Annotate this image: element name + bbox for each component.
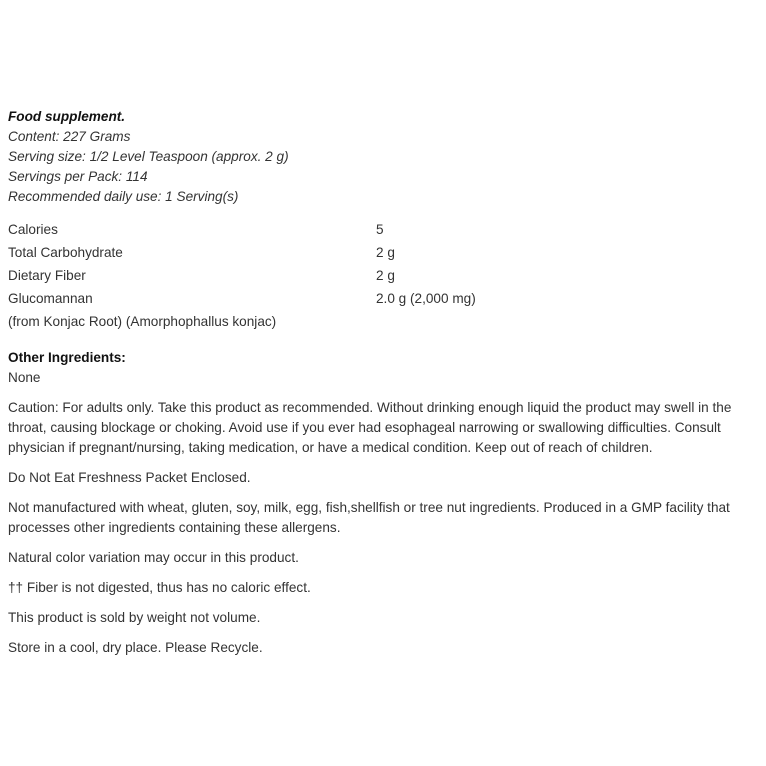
- fiber-footnote: †† Fiber is not digested, thus has no caloric effect.: [8, 580, 311, 595]
- nutrition-row: [8, 287, 760, 310]
- nutrient-name: (from Konjac Root) (Amorphophallus konjac): [8, 314, 277, 329]
- nutrient-amount: 2 g: [376, 245, 395, 260]
- color-variation-note: Natural color variation may occur in this product.: [8, 550, 299, 565]
- storage-note: Store in a cool, dry place. Please Recycle.: [8, 640, 263, 655]
- caution-paragraph: Caution: For adults only. Take this product as recommended. Without drinking enough liquid the product may swell in the throat, causing blockage or choking. Avoid use if you ever had esophageal narrowing or swallowing difficulties. Consult physician if pregnant/nursing, taking medication, or have a medical condition. Keep out of reach of children.: [8, 400, 732, 455]
- nutrition-row: [8, 241, 760, 264]
- servings-per-pack-line: Servings per Pack: 114: [8, 169, 148, 184]
- other-ingredients-title: Other Ingredients:: [8, 350, 126, 365]
- nutrient-name: Total Carbohydrate: [8, 245, 123, 260]
- nutrition-row: [8, 218, 760, 241]
- supplement-header: [8, 107, 760, 207]
- nutrient-name: Calories: [8, 222, 58, 237]
- nutrition-row: [8, 310, 760, 333]
- product-info: [8, 107, 760, 658]
- nutrition-table: [8, 218, 760, 333]
- other-ingredients-value: None: [8, 370, 41, 385]
- serving-size-line: Serving size: 1/2 Level Teaspoon (approx. 2 g): [8, 149, 289, 164]
- weight-note: This product is sold by weight not volume.: [8, 610, 261, 625]
- nutrient-amount: 5: [376, 222, 384, 237]
- nutrient-amount: 2 g: [376, 268, 395, 283]
- freshness-packet-note: Do Not Eat Freshness Packet Enclosed.: [8, 470, 251, 485]
- nutrition-row: [8, 264, 760, 287]
- nutrient-amount: 2.0 g (2,000 mg): [376, 291, 476, 306]
- allergen-statement: Not manufactured with wheat, gluten, soy, milk, egg, fish,shellfish or tree nut ingredients. Produced in a GMP facility that processes other ingredients containing these allergens.: [8, 500, 730, 535]
- nutrient-name: Dietary Fiber: [8, 268, 86, 283]
- recommended-use-line: Recommended daily use: 1 Serving(s): [8, 189, 239, 204]
- nutrient-name: Glucomannan: [8, 291, 93, 306]
- supplement-title: Food supplement.: [8, 109, 126, 124]
- content-line: Content: 227 Grams: [8, 129, 131, 144]
